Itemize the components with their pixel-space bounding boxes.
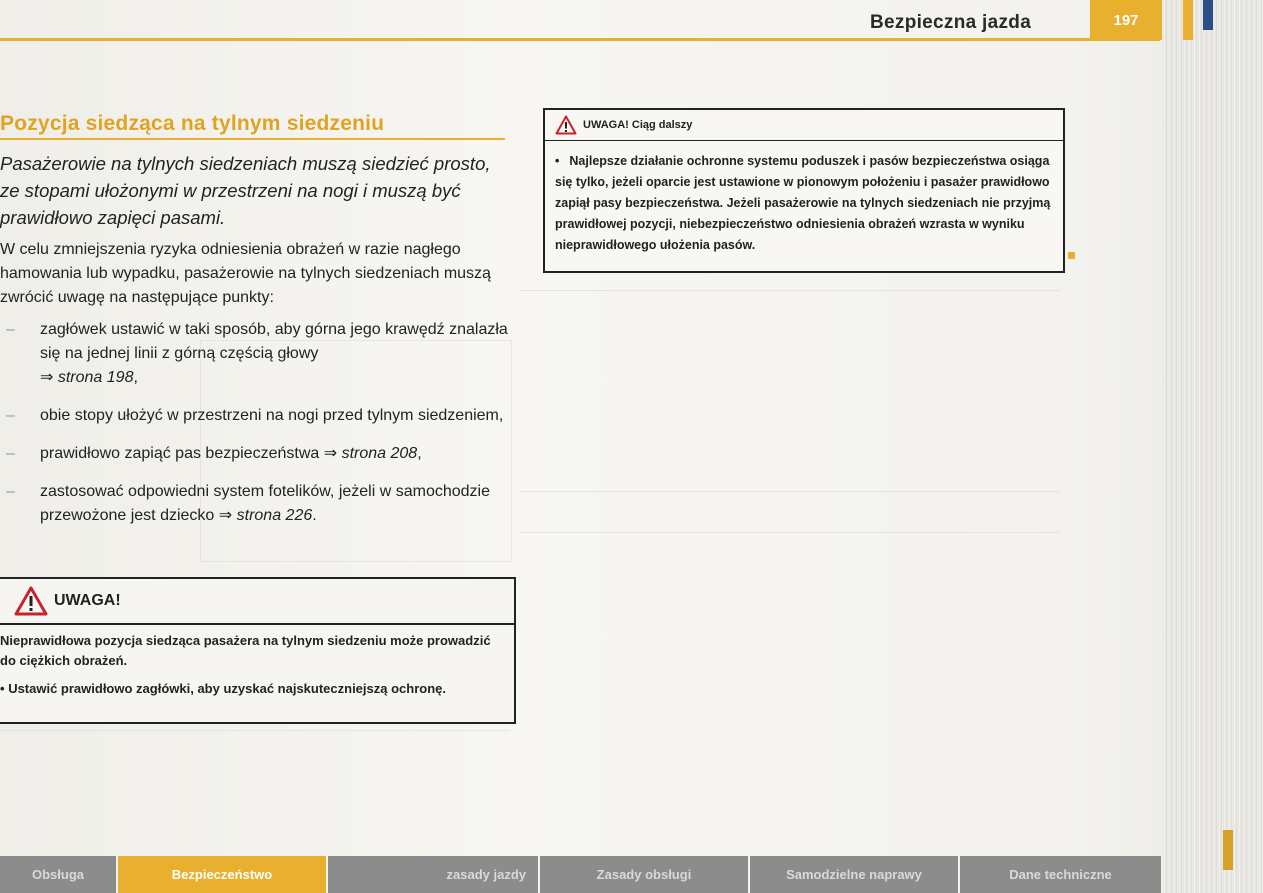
warning-header: [0, 579, 514, 625]
list-item-text: obie stopy ułożyć w przestrzeni na nogi przed tylnym siedzeniem,: [40, 407, 504, 424]
reference-arrow-icon: ⇒: [323, 445, 338, 462]
tab-zasady-jazdy[interactable]: zasady jazdy: [328, 856, 540, 893]
warning-triangle-icon: [555, 115, 577, 135]
warning-box-continued: [543, 108, 1065, 273]
page-edges: [1163, 0, 1263, 893]
list-item-tail: .: [312, 507, 317, 524]
tab-bezpieczenstwo[interactable]: Bezpieczeństwo: [118, 856, 328, 893]
reference-arrow-icon: ⇒: [40, 369, 54, 386]
list-item: [0, 404, 520, 428]
warning-text: Nieprawidłowa pozycja siedząca pasażera na tylnym siedzeniu może prowadzić do ciężkich obrażeń.: [0, 633, 491, 668]
list-item-tail: ,: [133, 369, 138, 386]
warning-box: [0, 577, 516, 724]
tab-samodzielne-naprawy[interactable]: Samodzielne naprawy: [750, 856, 960, 893]
warning-label: UWAGA!: [54, 592, 121, 609]
warning-triangle-icon: [14, 586, 48, 616]
list-bullet: –: [6, 445, 15, 462]
list-item: [0, 442, 520, 466]
bleed-through-bottom: [0, 730, 510, 841]
list-item-text: zastosować odpowiedni system fotelików, jeżeli w samochodzie przewożone jest dziecko: [40, 483, 490, 524]
list-item: [0, 480, 520, 528]
list-item-text: zagłówek ustawić w taki sposób, aby górna jego krawędź znalazła się na jednej linii z górną częścią głowy: [40, 321, 508, 362]
edge-tab-marker: [1183, 0, 1193, 40]
list-item-text: prawidłowo zapiąć pas bezpieczeństwa: [40, 445, 320, 462]
section-title: Pozycja siedząca na tylnym siedzeniu: [0, 112, 385, 135]
body-text: W celu zmniejszenia ryzyka odniesienia obrażeń w razie nagłego hamowania lub wypadku, pasażerowie na tylnych siedzeniach muszą zwrócić uwagę na następujące punkty:: [0, 241, 491, 306]
page-reference-link[interactable]: strona 198: [57, 369, 134, 386]
warning-text: Najlepsze działanie ochronne systemu poduszek i pasów bezpieczeństwa osiąga się tylko, jeżeli oparcie jest ustawione w pionowym położeniu i pasażer prawidłowo zapiął pasy bezpieczeństwa. Jeżeli pasażerowie na tylnych siedzeniach nie przyjmą prawidłowej pozycji, niebezpieczeństwo odniesienia obrażeń wzrasta w wyniku nieprawidłowego ułożenia pasów.: [555, 154, 1051, 252]
warning-body: [0, 625, 514, 699]
warning-bullet-content: Ustawić prawidłowo zagłówki, aby uzyskać najskuteczniejszą ochronę.: [8, 681, 446, 696]
warning-header: [545, 110, 1063, 141]
page-reference-link[interactable]: strona 226: [236, 507, 313, 524]
edge-tab-marker: [1223, 830, 1233, 870]
instruction-list: [0, 318, 520, 542]
bullet: •: [0, 681, 5, 696]
tab-zasady-obslugi[interactable]: Zasady obsługi: [540, 856, 750, 893]
list-item-tail: ,: [417, 445, 422, 462]
tab-dane-techniczne[interactable]: Dane techniczne: [960, 856, 1163, 893]
page-reference-link[interactable]: strona 208: [341, 445, 418, 462]
list-bullet: –: [6, 321, 15, 338]
warning-label: UWAGA! Ciąg dalszy: [583, 119, 693, 131]
list-item: [0, 318, 520, 390]
list-bullet: –: [6, 407, 15, 424]
intro-text: Pasażerowie na tylnych siedzeniach muszą siedzieć prosto, ze stopami ułożonymi w przestrzeni na nogi i muszą być prawidłowo zapięci pasami.: [0, 153, 491, 228]
running-header-title: Bezpieczna jazda: [870, 12, 1032, 33]
bullet: •: [555, 154, 560, 168]
page-number: 197: [1090, 0, 1162, 40]
list-bullet: –: [6, 483, 15, 500]
section-end-marker: [1068, 252, 1075, 259]
warning-bullet-text: [0, 679, 504, 699]
header-rule: [0, 38, 1160, 41]
section-title-rule: [0, 138, 505, 140]
edge-tab-marker: [1203, 0, 1213, 30]
warning-body: [545, 141, 1063, 256]
reference-arrow-icon: ⇒: [218, 507, 233, 524]
chapter-navigation: [0, 856, 1163, 893]
tab-obsluga[interactable]: Obsługa: [0, 856, 118, 893]
